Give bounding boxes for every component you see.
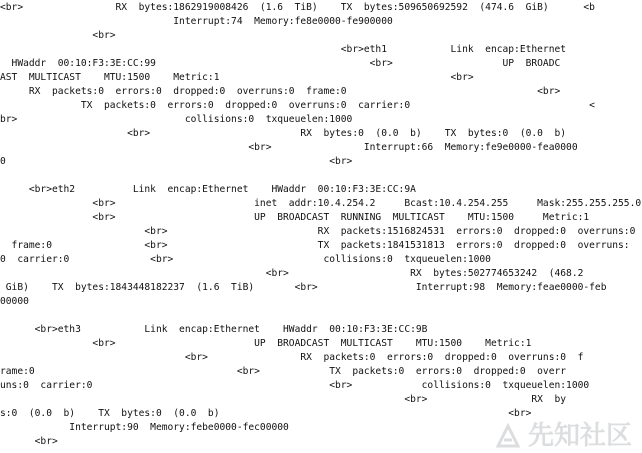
terminal-line: rame:0 <br> TX packets:0 errors:0 dropped:0 overr [0, 366, 567, 377]
terminal-line: <br> [0, 436, 58, 447]
terminal-line: <br> UP BROADCAST MULTICAST MTU:1500 Metric:1 [0, 338, 532, 349]
terminal-line: GiB) TX bytes:1843448182237 (1.6 TiB) <br> Interrupt:98 Memory:feae0000-feb [0, 282, 607, 293]
terminal-line: <br>eth1 Link encap:Ethernet [0, 44, 567, 55]
terminal-line: AST MULTICAST MTU:1500 Metric:1 <br> [0, 72, 474, 83]
terminal-line: <br>eth3 Link encap:Ethernet HWaddr 00:10:F3:3E:CC:9B [0, 324, 428, 335]
terminal-line: <br> Interrupt:66 Memory:fe9e0000-fea0000 [0, 142, 578, 153]
terminal-line: <br> RX packets:1516824531 errors:0 dropped:0 overruns:0 [0, 226, 636, 237]
terminal-line: 0 <br> [0, 156, 353, 167]
terminal-line: br> collisions:0 txqueuelen:1000 [0, 114, 353, 125]
terminal-line: <br> RX packets:0 errors:0 dropped:0 overruns:0 f [0, 352, 584, 363]
terminal-line: <br> RX bytes:0 (0.0 b) TX bytes:0 (0.0 b) [0, 128, 567, 139]
terminal-line: <br> [0, 30, 116, 41]
terminal-line: <br> RX bytes:502774653242 (468.2 [0, 268, 584, 279]
terminal-line: s:0 (0.0 b) TX bytes:0 (0.0 b) <br> [0, 408, 532, 419]
watermark-text: 先知社区 [527, 421, 632, 451]
terminal-line: RX packets:0 errors:0 dropped:0 overruns:0 frame:0 <br> [0, 86, 561, 97]
terminal-line: <br> RX bytes:1862919008426 (1.6 TiB) TX bytes:509650692592 (474.6 GiB) <b [0, 2, 595, 13]
terminal-line: Interrupt:90 Memory:febe0000-fec00000 [0, 422, 289, 433]
terminal-line: HWaddr 00:10:F3:3E:CC:99 <br> UP BROADC [0, 58, 561, 69]
terminal-line: <br>eth2 Link encap:Ethernet HWaddr 00:10:F3:3E:CC:9A [0, 184, 416, 195]
terminal-line: TX packets:0 errors:0 dropped:0 overruns:0 carrier:0 < [0, 100, 595, 111]
terminal-line: Interrupt:74 Memory:fe8e0000-fe900000 [0, 16, 393, 27]
terminal-line: <br> RX by [0, 394, 567, 405]
terminal-line: <br> UP BROADCAST RUNNING MULTICAST MTU:1500 Metric:1 [0, 212, 590, 223]
terminal-line: 00000 [0, 296, 29, 307]
terminal-line: frame:0 <br> TX packets:1841531813 errors:0 dropped:0 overruns: [0, 240, 630, 251]
terminal-line: uns:0 carrier:0 <br> collisions:0 txqueuelen:1000 [0, 380, 590, 391]
terminal-line: 0 carrier:0 <br> collisions:0 txqueuelen:1000 [0, 254, 491, 265]
terminal-line: <br> inet addr:10.4.254.2 Bcast:10.4.254.255 Mask:255.255.255.0 [0, 198, 642, 209]
